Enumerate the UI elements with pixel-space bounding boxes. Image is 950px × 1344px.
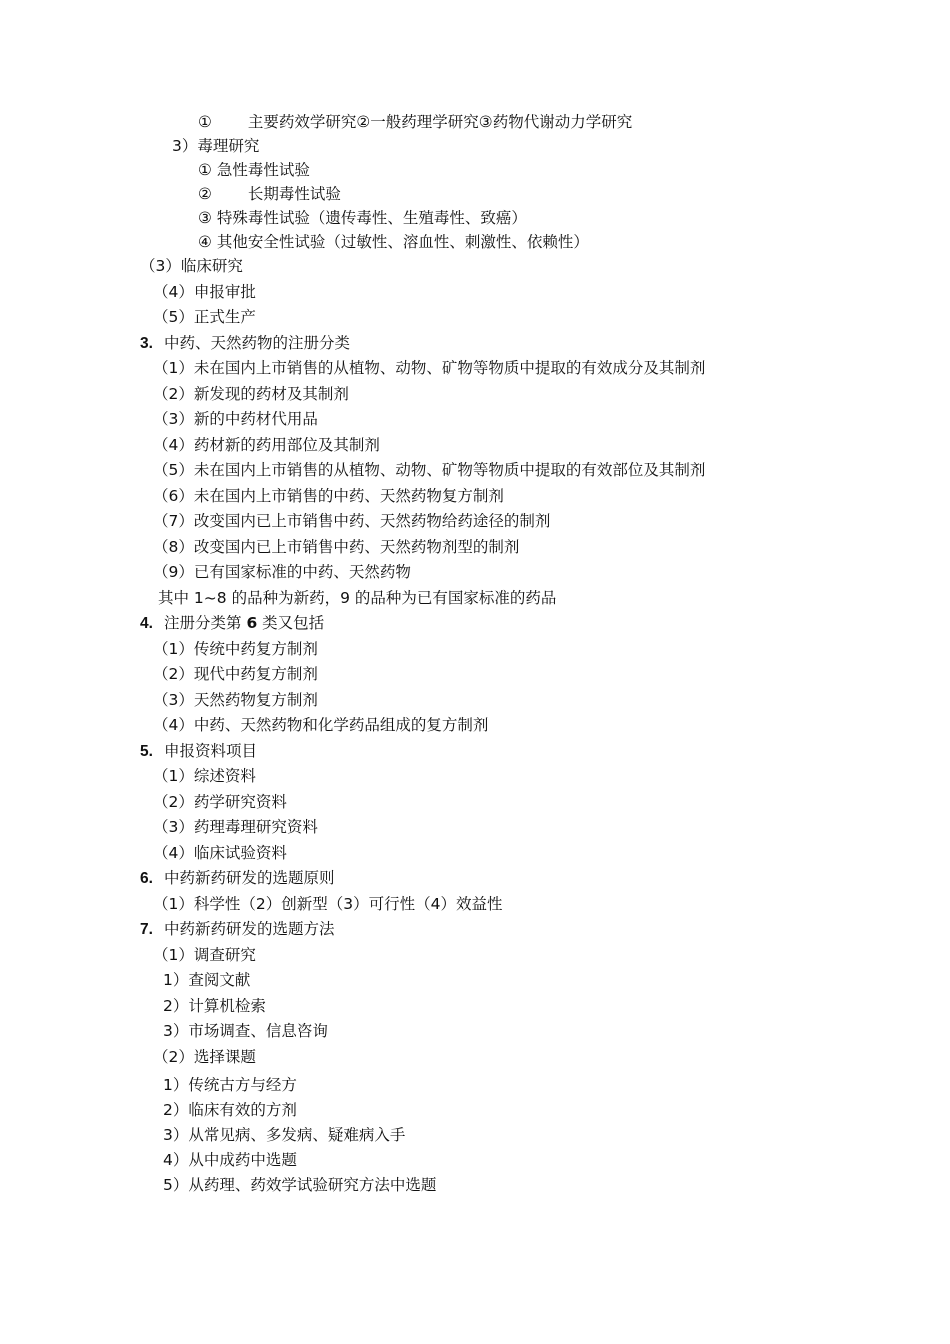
list-item: （3）天然药物复方制剂 [153,691,318,709]
circled-marker: ② [198,185,212,203]
list-item: 3）从常见病、多发病、疑难病入手 [163,1126,406,1144]
list-item: 3）市场调查、信息咨询 [163,1022,328,1040]
list-item: （1）调查研究 [153,946,256,964]
list-item-formal-production: （5）正式生产 [153,308,256,326]
section-number: 3. [140,335,153,352]
list-item: 5）从药理、药效学试验研究方法中选题 [163,1176,437,1194]
list-item: （1）综述资料 [153,767,256,785]
list-item: （6）未在国内上市销售的中药、天然药物复方制剂 [153,487,504,505]
list-item: （4）临床试验资料 [153,844,287,862]
list-item: （4）中药、天然药物和化学药品组成的复方制剂 [153,716,489,734]
list-item-special-toxicity: ③ 特殊毒性试验（遗传毒性、生殖毒性、致癌） [198,209,527,227]
list-item-pharmacology-studies [198,112,632,132]
list-item-other-safety: ④ 其他安全性试验（过敏性、溶血性、刺激性、依赖性） [198,233,589,251]
section-title: 申报资料项目 [164,742,258,760]
section-title: 中药新药研发的选题方法 [164,920,335,938]
section-number: 6. [140,870,153,887]
list-item: 2）临床有效的方剂 [163,1101,297,1119]
list-item: （1）传统中药复方制剂 [153,640,318,658]
section-number: 4. [140,615,153,632]
list-item: （4）药材新的药用部位及其制剂 [153,436,380,454]
section-heading-5 [140,741,257,761]
circled-marker: ① [198,113,212,131]
section-title-rest: 类又包括 [257,614,325,632]
list-item: （2）选择课题 [153,1048,256,1066]
list-item-clinical-research: （3）临床研究 [140,257,243,275]
list-item-long-term-toxicity [198,184,341,204]
section-title-number: 6 [246,614,258,632]
list-item: （9）已有国家标准的中药、天然药物 [153,563,411,581]
list-item: （1）未在国内上市销售的从植物、动物、矿物等物质中提取的有效成分及其制剂 [153,359,706,377]
list-item-text: 长期毒性试验 [247,185,341,203]
list-item: 4）从中成药中选题 [163,1151,297,1169]
list-item: （1）科学性（2）创新型（3）可行性（4）效益性 [153,895,503,913]
list-item-toxicology: 3）毒理研究 [172,137,260,155]
list-item: （2）新发现的药材及其制剂 [153,385,349,403]
section-heading-4 [140,613,324,633]
list-item: （5）未在国内上市销售的从植物、动物、矿物等物质中提取的有效部位及其制剂 [153,461,706,479]
list-item: （7）改变国内已上市销售中药、天然药物给药途径的制剂 [153,512,551,530]
list-item-acute-toxicity: ① 急性毒性试验 [198,161,310,179]
list-item: 2）计算机检索 [163,997,266,1015]
list-item: （2）现代中药复方制剂 [153,665,318,683]
section-heading-6 [140,868,335,888]
note-text: 其中 1~8 的品种为新药，9 的品种为已有国家标准的药品 [158,589,557,607]
section-title: 注册分类第 [164,614,247,632]
list-item: （3）药理毒理研究资料 [153,818,318,836]
list-item: （8）改变国内已上市销售中药、天然药物剂型的制剂 [153,538,520,556]
list-item: 1）传统古方与经方 [163,1076,297,1094]
section-title: 中药新药研发的选题原则 [164,869,335,887]
section-number: 7. [140,921,153,938]
list-item-text: 主要药效学研究②一般药理学研究③药物代谢动力学研究 [247,113,633,131]
list-item: （2）药学研究资料 [153,793,287,811]
list-item: 1）查阅文献 [163,971,251,989]
list-item-submission-approval: （4）申报审批 [153,283,256,301]
section-title: 中药、天然药物的注册分类 [164,334,351,352]
section-number: 5. [140,743,153,760]
section-heading-3 [140,333,350,353]
section-heading-7 [140,919,335,939]
list-item: （3）新的中药材代用品 [153,410,318,428]
